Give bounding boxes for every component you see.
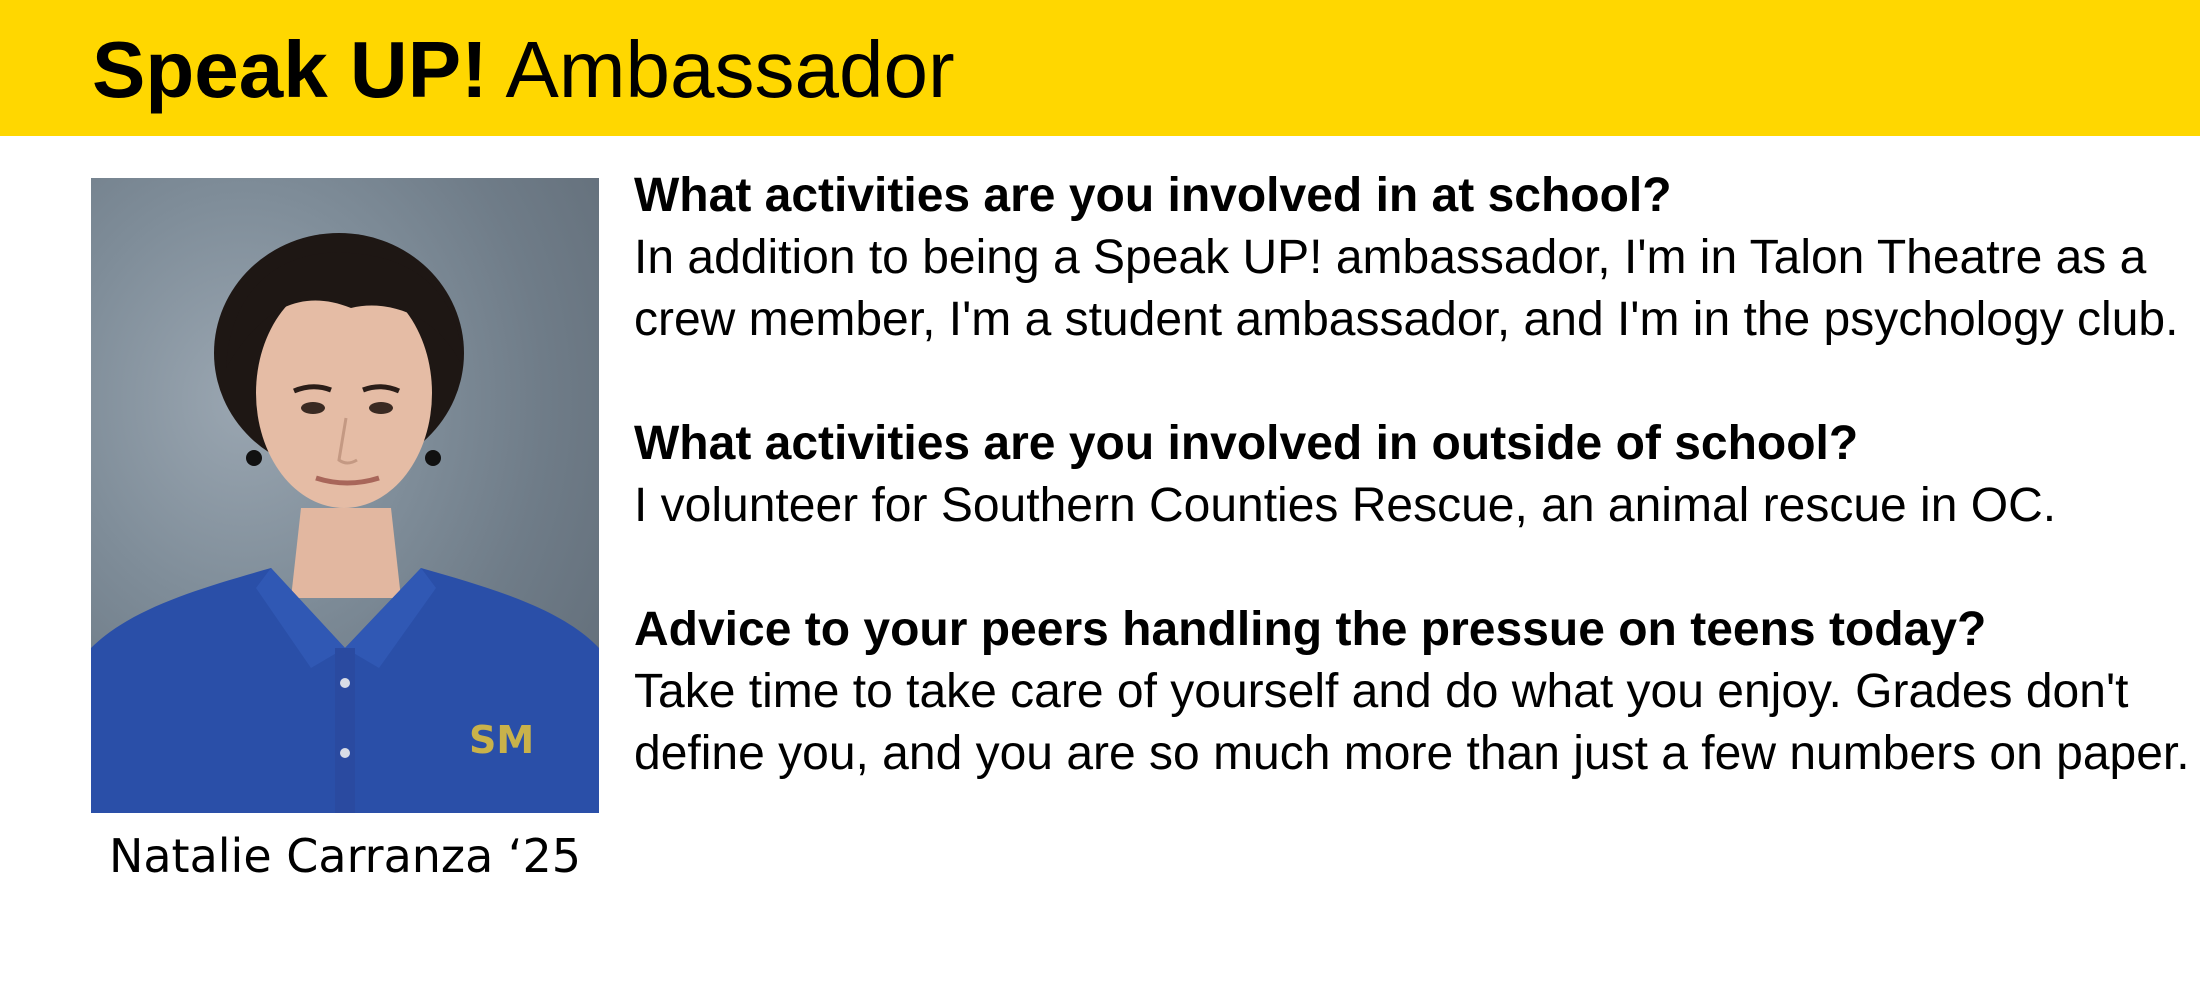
svg-text:SM: SM <box>469 718 535 762</box>
header-banner <box>0 0 2200 136</box>
title-bold: Speak UP! <box>92 25 488 114</box>
qa-item <box>634 599 2194 785</box>
question-heading: Advice to your peers handling the pressue on teens today? <box>634 603 1987 656</box>
title-rest: Ambassador <box>487 25 955 114</box>
qa-item <box>634 165 2194 351</box>
answer-text: I volunteer for Southern Counties Rescue, an animal rescue in OC. <box>634 479 2057 532</box>
question-heading: What activities are you involved in at school? <box>634 169 1672 222</box>
qa-item <box>634 413 2194 537</box>
qa-section <box>634 165 2194 847</box>
answer-text: In addition to being a Speak UP! ambassador, I'm in Talon Theatre as a crew member, I'm a student ambassador, and I'm in the psychology club. <box>634 231 2179 346</box>
question-heading: What activities are you involved in outside of school? <box>634 417 1859 470</box>
portrait-illustration <box>91 178 599 813</box>
student-name: Natalie Carranza ‘25 <box>108 829 582 883</box>
portrait-photo <box>91 178 599 813</box>
answer-text: Take time to take care of yourself and do what you enjoy. Grades don't define you, and you are so much more than just a few numbers on paper. <box>634 665 2190 780</box>
page-title <box>92 22 955 118</box>
